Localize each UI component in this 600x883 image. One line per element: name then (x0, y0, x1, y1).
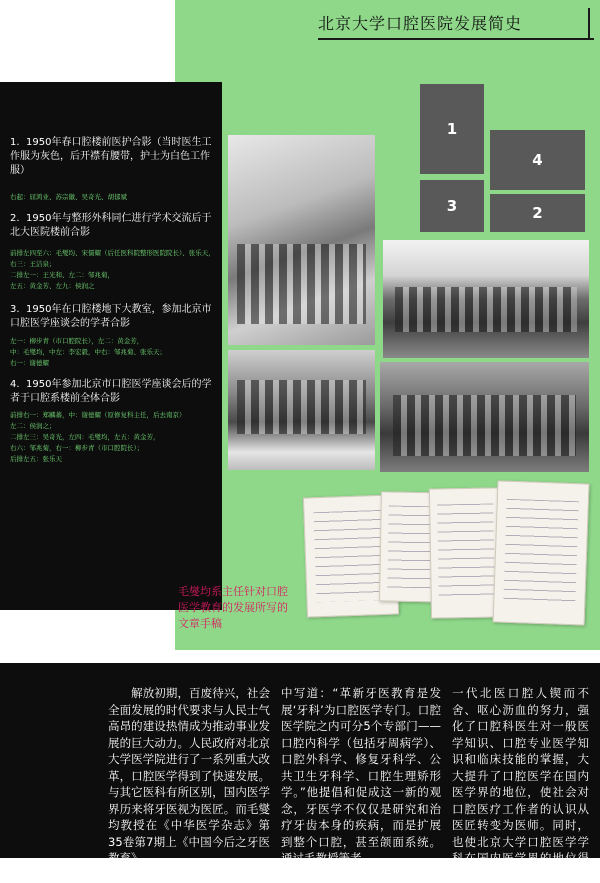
photo-1-staff-group (228, 135, 375, 345)
body-column-2: 中写道：“革新牙医教育是发展‘牙科’为口腔医学专门。口腔医学院之内可分5个专部门——口腔内科学（包括牙周病学）、口腔外科学、修复牙科学、公共卫生牙科学、口腔生理矫形学。”他提倡和促成这一新的观念，牙医学不仅仅是研究和治疗牙齿本身的疾病，而是扩展到整个口腔，甚至颌面系统。通过毛教授等老 (281, 686, 441, 865)
grid-box-3: 3 (420, 180, 484, 232)
photo-2-group-outside-hospital (383, 240, 589, 358)
caption-4-note: 前排右一：郑麟蕃，中：谢德耀（原修复科主任，后去南京） 左二：侯润之； 二排左三：吴奇光，左四：毛燮均，左五：黄金芳， 右六：邹兆菊，右一：柳步青（市口腔院长）； 后排左五：张乐天 (10, 411, 186, 463)
grid-box-2: 2 (490, 194, 585, 232)
manuscript-page-4 (493, 480, 590, 625)
caption-1: 1. 1950年春口腔楼前医护合影（当时医生工作服为灰色，后开襟有腰带，护士为白色工作服） (10, 137, 212, 176)
title-divider (588, 8, 590, 40)
photo-4-seminar-group (380, 362, 589, 472)
grid-box-4: 4 (490, 130, 585, 190)
photo-3-seminar-classroom (228, 350, 375, 470)
page-title: 北京大学口腔医院发展简史 (318, 14, 523, 33)
caption-panel (0, 82, 222, 610)
caption-3: 3. 1950年在口腔楼地下大教室，参加北京市口腔医学座谈会的学者合影 (10, 304, 212, 329)
caption-3-note: 左一：柳步青（市口腔院长），左二：黄金芳， 中：毛燮均，中左：李宏毅，中右：邹兆菊、张乐天； 右一：谢德耀 (10, 337, 166, 367)
caption-4: 4. 1950年参加北京市口腔医学座谈会后的学者于口腔系楼前全体合影 (10, 379, 212, 404)
caption-2: 2. 1950年与整形外科同仁进行学术交流后于北大医院楼前合影 (10, 213, 212, 238)
grid-box-1: 1 (420, 84, 484, 174)
manuscript-caption: 毛燮均系主任针对口腔医学教育的发展所写的文章手稿 (178, 585, 288, 630)
body-column-1: 解放初期，百废待兴，社会全面发展的时代要求与人民士气高昂的建设热情成为推动事业发展的巨大动力。人民政府对北京大学医学院进行了一系列重大改革，口腔医学得到了快速发展。与其它医科有所区别，国内医学界历来将牙医视为医匠。而毛燮均教授在《中华医学杂志》第35卷第7期上《中国今后之牙医教育》 (108, 686, 270, 865)
caption-1-note: 右起：屈鸿业、苏宗徽、吴奇光、胡郁斌 (10, 193, 127, 201)
manuscript-page-3 (429, 487, 503, 618)
body-column-3: 一代北医口腔人锲而不舍、呕心沥血的努力，强化了口腔科医生对一般医学知识、口腔专业医学知识和临床技能的掌握，大大提升了口腔医学在国内医学界的地位，使社会对口腔医疗工作者的认识从医匠转变为医师。同时，也使北京大学口腔医学学科在国内医学界的地位得到了提升。 (452, 686, 589, 882)
caption-2-note: 前排左四至六：毛燮均、宋儒耀（后任医科院整形医院院长）、张乐天， 右三：王洁泉； 二排左一：王光和、左二：邹兆菊， 左五：黄金芳、左九：侯润之 (10, 249, 215, 290)
